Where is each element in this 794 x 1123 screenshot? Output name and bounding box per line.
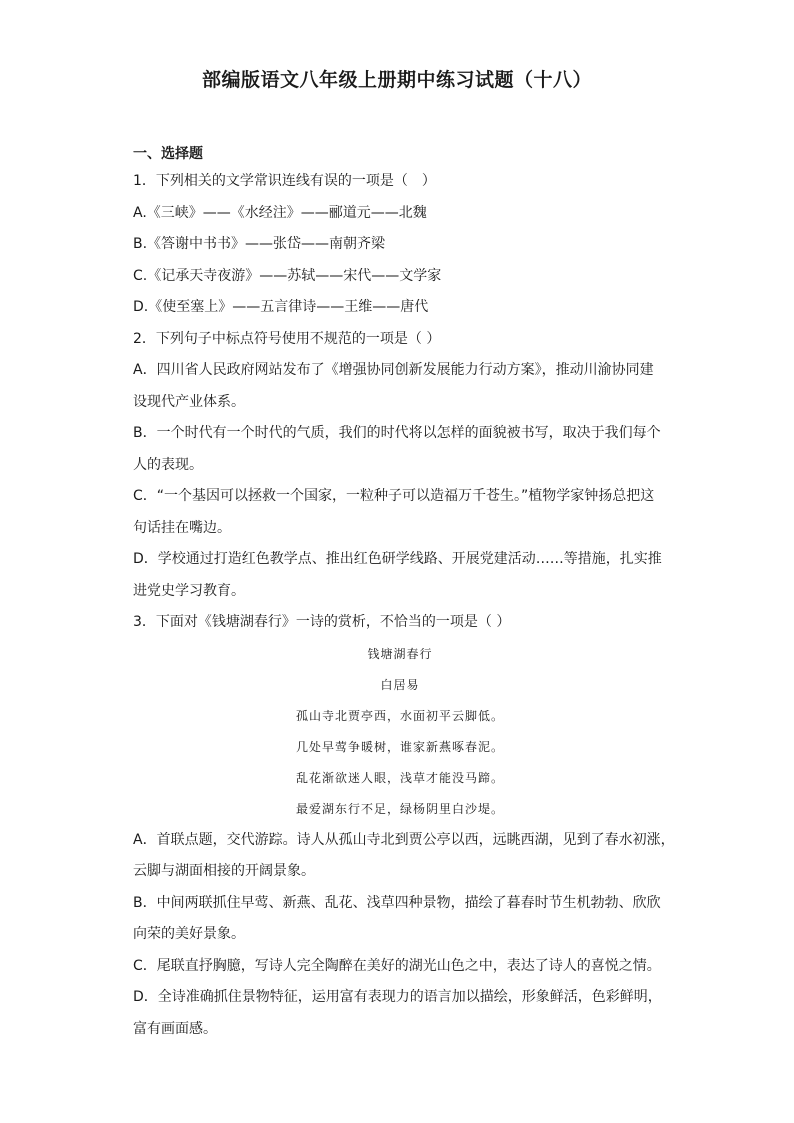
poem-title: 钱塘湖春行: [367, 646, 433, 661]
question-1-option-d: D.《使至塞上》——五言律诗——王维——唐代: [133, 299, 429, 315]
poem-line: 最爱湖东行不足，绿杨阴里白沙堤。: [295, 801, 504, 816]
page-title: 部编版语文八年级上册期中练习试题（十八）: [201, 69, 592, 91]
question-2-option-d-line-2: 进党史学习教育。: [133, 582, 245, 599]
poem-line: 乱花渐欲迷人眼，浅草才能没马蹄。: [295, 770, 504, 785]
question-2-option-d-line-1: D．学校通过打造红色教学点、推出红色研学线路、开展党建活动……等措施，扎实推: [133, 551, 662, 567]
question-3-option-b-line-1: B．中间两联抓住早莺、新燕、乱花、浅草四种景物，描绘了暮春时节生机勃勃、欣欣: [133, 894, 661, 911]
question-2-option-a-line-2: 设现代产业体系。: [133, 393, 245, 410]
poem-block: [133, 639, 667, 825]
question-3-option-a-line-1: A．首联点题，交代游踪。诗人从孤山寺北到贾公亭以西，远眺西湖，见到了春水初涨，: [133, 831, 675, 848]
question-3-option-b-line-2: 向荣的美好景象。: [133, 926, 245, 942]
question-3-option-d-line-1: D．全诗准确抓住景物特征，运用富有表现力的语言加以描绘，形象鲜活，色彩鲜明，: [133, 989, 662, 1005]
question-3-stem: 3．下面对《钱塘湖春行》一诗的赏析，不恰当的一项是（ ）: [133, 614, 511, 630]
question-1-option-a: A.《三峡》——《水经注》——郦道元——北魏: [133, 204, 427, 221]
question-2-option-c-line-2: 句话挂在嘴边。: [133, 519, 231, 536]
question-3-option-d-line-2: 富有画面感。: [133, 1020, 217, 1037]
question-2-option-b-line-2: 人的表现。: [133, 456, 203, 473]
question-1-stem: 1．下列相关的文学常识连线有误的一项是（ ）: [133, 173, 436, 189]
poem-line: 孤山寺北贾亭西，水面初平云脚低。: [295, 708, 504, 723]
poem-author: 白居易: [380, 677, 420, 692]
question-2-option-c-line-1: C．“一个基因可以拯救一个国家，一粒种子可以造福万千苍生。”植物学家钟扬总把这: [133, 488, 655, 504]
question-3-option-c: C．尾联直抒胸臆，写诗人完全陶醉在美好的湖光山色之中，表达了诗人的喜悦之情。: [133, 957, 661, 974]
poem-line: 几处早莺争暖树，谁家新燕啄春泥。: [295, 739, 504, 754]
question-2-stem: 2．下列句子中标点符号使用不规范的一项是（ ）: [133, 330, 441, 347]
question-2-option-a-line-1: A．四川省人民政府网站发布了《增强协同创新发展能力行动方案》，推动川渝协同建: [133, 362, 654, 378]
question-1-option-c: C.《记承天寺夜游》——苏轼——宋代——文学家: [133, 267, 442, 284]
question-3-option-a-line-2: 云脚与湖面相接的开阔景象。: [133, 863, 315, 879]
question-2-option-b-line-1: B．一个时代有一个时代的气质，我们的时代将以怎样的面貌被书写，取决于我们每个: [133, 425, 661, 441]
document-body: [133, 142, 675, 1045]
question-1-option-b: B.《答谢中书书》——张岱——南朝齐梁: [133, 236, 386, 252]
section-heading: 一、选择题: [133, 146, 203, 162]
